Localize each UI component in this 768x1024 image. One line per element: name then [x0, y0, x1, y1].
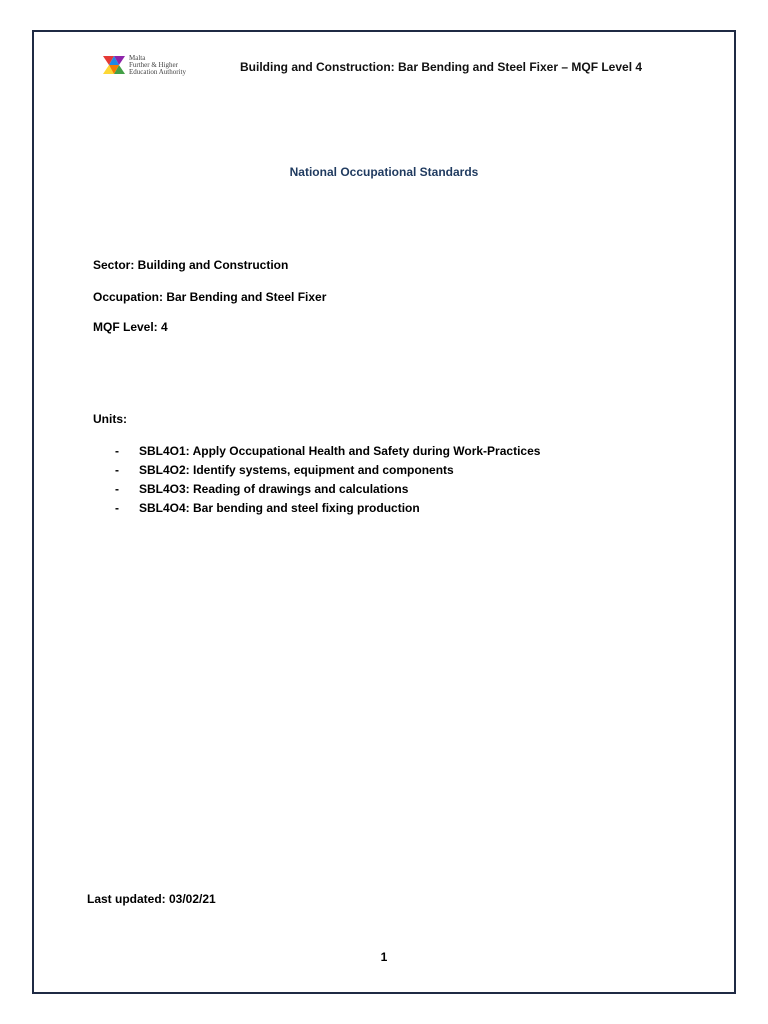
- last-updated: Last updated: 03/02/21: [87, 892, 216, 906]
- list-bullet: -: [115, 482, 119, 496]
- sector-field: Sector: Building and Construction: [93, 258, 289, 272]
- units-label: Units:: [93, 412, 127, 426]
- unit-text: SBL4O2: Identify systems, equipment and components: [139, 463, 454, 477]
- unit-text: SBL4O3: Reading of drawings and calculations: [139, 482, 409, 496]
- unit-text: SBL4O1: Apply Occupational Health and Safety during Work-Practices: [139, 444, 541, 458]
- logo-text: [129, 55, 186, 76]
- unit-text: SBL4O4: Bar bending and steel fixing production: [139, 501, 420, 515]
- mfhea-logo: [103, 53, 203, 77]
- list-item: [115, 463, 540, 482]
- list-item: [115, 482, 540, 501]
- header-title: Building and Construction: Bar Bending and Steel Fixer – MQF Level 4: [240, 60, 643, 74]
- page-number: 1: [380, 950, 388, 964]
- list-bullet: -: [115, 444, 119, 458]
- list-item: [115, 444, 540, 463]
- logo-line-2: Further & Higher: [129, 60, 178, 69]
- list-item: [115, 501, 540, 520]
- occupation-field: Occupation: Bar Bending and Steel Fixer: [93, 290, 327, 304]
- list-bullet: -: [115, 463, 119, 477]
- logo-line-1: Malta: [129, 53, 146, 62]
- mfhea-logo-icon: [103, 54, 125, 76]
- mqf-level-field: MQF Level: 4: [93, 320, 168, 334]
- units-list: [115, 444, 540, 520]
- document-title: National Occupational Standards: [289, 165, 479, 179]
- logo-line-3: Education Authority: [129, 67, 186, 76]
- list-bullet: -: [115, 501, 119, 515]
